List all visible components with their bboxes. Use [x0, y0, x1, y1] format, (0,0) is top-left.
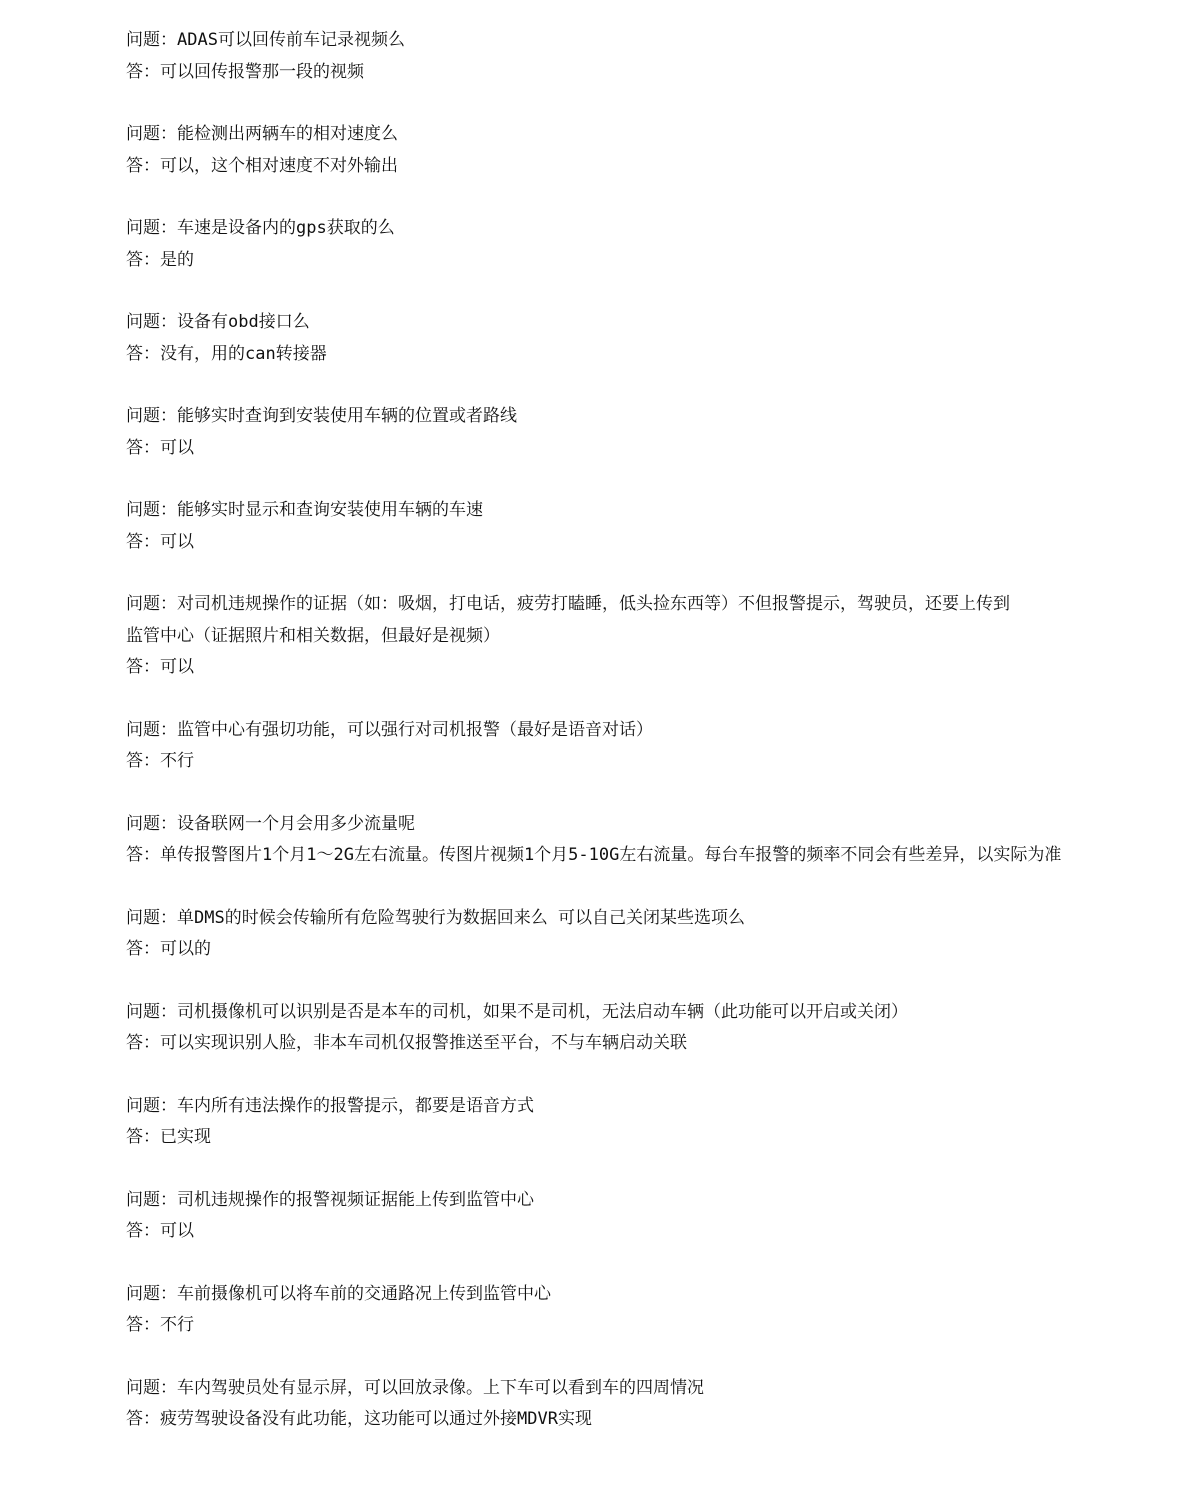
question-text: 问题：能够实时显示和查询安装使用车辆的车速: [126, 500, 483, 520]
faq-document: [126, 25, 1126, 1467]
question-text: 问题：司机摄像机可以识别是否是本车的司机，如果不是司机，无法启动车辆（此功能可以开启或关闭）: [126, 1001, 908, 1022]
qa-item: [126, 307, 1126, 370]
question-text: 问题：设备联网一个月会用多少流量呢: [126, 813, 415, 834]
answer-text: 答：不行: [126, 751, 194, 771]
answer-text: 答：单传报警图片1个月1～2G左右流量。传图片视频1个月5-10G左右流量。每台车报警的频率不同会有些差异，以实际为准: [126, 845, 1062, 865]
answer-text: 答：已实现: [126, 1127, 211, 1147]
question-text: 问题：能够实时查询到安装使用车辆的位置或者路线: [126, 406, 517, 426]
question-text: 问题：监管中心有强切功能，可以强行对司机报警（最好是语音对话）: [126, 719, 653, 740]
qa-item: [126, 1279, 1126, 1342]
answer-text: 答：可以: [126, 531, 194, 552]
qa-item: [126, 809, 1126, 872]
qa-item: [126, 903, 1126, 966]
answer-text: 答：是的: [126, 249, 194, 270]
answer-text: 答：可以: [126, 437, 194, 458]
question-text: 问题：对司机违规操作的证据（如：吸烟，打电话，疲劳打瞌睡，低头捡东西等）不但报警提示，驾驶员，还要上传到: [126, 594, 1010, 614]
answer-text: 答：不行: [126, 1315, 194, 1335]
answer-text: 答：可以实现识别人脸，非本车司机仅报警推送至平台，不与车辆启动关联: [126, 1033, 687, 1053]
qa-item: [126, 495, 1126, 558]
question-text: 问题：车内驾驶员处有显示屏，可以回放录像。上下车可以看到车的四周情况: [126, 1377, 704, 1398]
answer-text: 答：可以的: [126, 939, 211, 959]
question-text: 问题：司机违规操作的报警视频证据能上传到监管中心: [126, 1189, 534, 1210]
question-text: 问题：能检测出两辆车的相对速度么: [126, 124, 398, 144]
answer-text: 答：可以回传报警那一段的视频: [126, 61, 364, 82]
question-text: 问题：车前摄像机可以将车前的交通路况上传到监管中心: [126, 1283, 551, 1304]
qa-item: [126, 213, 1126, 276]
qa-item: [126, 25, 1126, 88]
question-text: 问题：车速是设备内的gps获取的么: [126, 218, 395, 238]
question-text: 问题：设备有obd接口么: [126, 312, 310, 332]
answer-text: 答：可以: [126, 1221, 194, 1241]
qa-item: [126, 1091, 1126, 1154]
question-text: 问题：车内所有违法操作的报警提示，都要是语音方式: [126, 1095, 534, 1116]
qa-item: [126, 119, 1126, 182]
qa-item: [126, 997, 1126, 1060]
answer-text: 答：可以，这个相对速度不对外输出: [126, 155, 398, 176]
qa-item: [126, 1373, 1126, 1436]
answer-text: 答：疲劳驾驶设备没有此功能，这功能可以通过外接MDVR实现: [126, 1409, 592, 1429]
qa-item: [126, 401, 1126, 464]
answer-text: 答：没有，用的can转接器: [126, 343, 327, 364]
answer-text: 答：可以: [126, 657, 194, 677]
qa-item: [126, 589, 1126, 684]
question-text: 问题：单DMS的时候会传输所有危险驾驶行为数据回来么 可以自己关闭某些选项么: [126, 907, 745, 928]
question-text-continued: 监管中心（证据照片和相关数据，但最好是视频）: [126, 625, 500, 646]
question-text: 问题：ADAS可以回传前车记录视频么: [126, 30, 405, 50]
qa-item: [126, 715, 1126, 778]
qa-item: [126, 1185, 1126, 1248]
